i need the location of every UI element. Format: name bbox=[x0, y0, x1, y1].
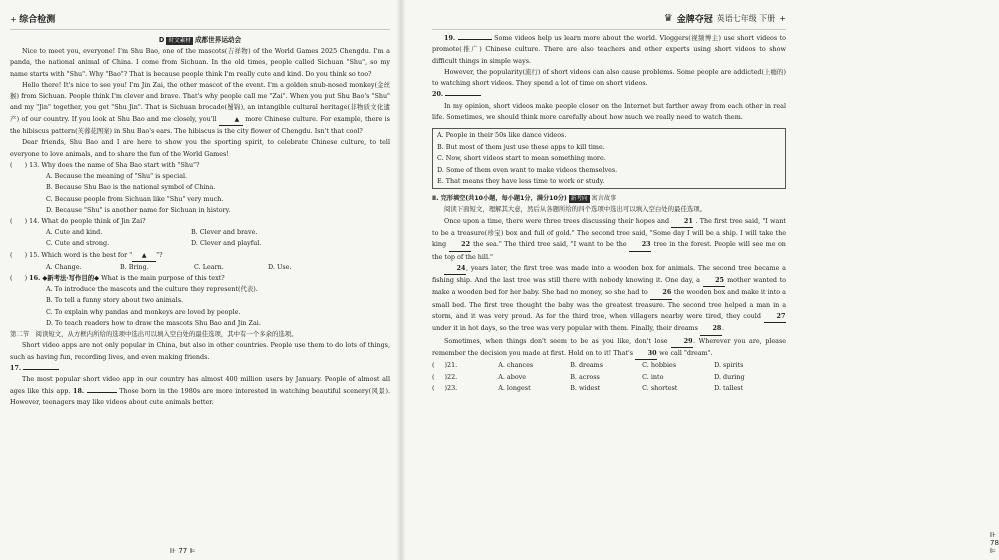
cloze-paragraph-3 bbox=[432, 336, 786, 361]
right-page bbox=[400, 0, 999, 560]
q14-option-a[interactable]: A. Cute and kind. bbox=[46, 228, 103, 237]
left-header bbox=[10, 8, 390, 30]
blank-20-line bbox=[432, 89, 786, 100]
q14-options-row-2 bbox=[10, 238, 390, 249]
option-21-b[interactable]: B. dreams bbox=[570, 361, 604, 370]
question-15 bbox=[10, 250, 390, 262]
page-number-value: 77 bbox=[178, 547, 188, 555]
blank-17-number: 17. bbox=[10, 363, 22, 372]
cloze-paragraph-1 bbox=[432, 216, 786, 263]
option-23-c[interactable]: C. shortest bbox=[642, 384, 678, 393]
right-paragraph-19 bbox=[432, 33, 786, 67]
cloze-text: under it in hot days, so the tree was very popular with them. Finally, their dreams bbox=[432, 324, 698, 333]
right-paragraph-2: However, the popularity(流行) of short videos can also cause problems. Some people are addicted(上瘾的) to watching short videos. They spend a lot of time on short videos. bbox=[432, 67, 786, 88]
cloze-section-title bbox=[432, 193, 786, 204]
crown-icon: ♛ bbox=[663, 13, 673, 24]
box-option-a: A. People in their 50s like dance videos. bbox=[437, 131, 567, 140]
option-text: A. Because the meaning of "Shu" is special. bbox=[46, 172, 188, 181]
blank-17-line bbox=[10, 363, 390, 374]
cloze-text: we call "dream". bbox=[659, 348, 713, 357]
passage-title: 成都世界运动会 bbox=[194, 36, 242, 44]
option-22-b[interactable]: B. across bbox=[570, 372, 600, 381]
q13-option-a[interactable] bbox=[10, 171, 390, 182]
question-16 bbox=[10, 273, 390, 284]
question-text-tail: "? bbox=[156, 250, 163, 259]
answer-paren-close: ) bbox=[24, 160, 28, 169]
blank-30[interactable]: 30 bbox=[635, 348, 657, 360]
answer-paren-close: ) bbox=[24, 274, 28, 282]
cloze-text: . The first tree said, "I want to be a treasure(珍宝) box and full of gold." The second tree said, "Some day I will be a ship. I will take the king bbox=[432, 216, 786, 249]
answer-row-number bbox=[432, 360, 498, 372]
blank-27[interactable]: 27 bbox=[764, 311, 786, 323]
answer-row-21 bbox=[432, 360, 786, 372]
option-22-a[interactable]: A. above bbox=[498, 372, 527, 381]
paren-open: ( bbox=[432, 361, 435, 370]
blank-17[interactable] bbox=[23, 369, 59, 370]
question-text: What do people think of Jin Zai? bbox=[41, 216, 146, 225]
question-text: Why does the name of Sha Bao start with "Shu"? bbox=[41, 160, 200, 169]
cloze-paragraph-2 bbox=[432, 263, 786, 336]
cloze-text: , years later, the first tree was made into a wooden box for animals. The second tree became a fishing ship. And the last tree was still there with nobody knowing it. One day, a bbox=[432, 263, 786, 285]
q16-option-a[interactable] bbox=[10, 284, 390, 295]
blank-29[interactable]: 29 bbox=[671, 336, 693, 348]
passage-tag: 时文素材 bbox=[168, 38, 191, 44]
question-number: 14. bbox=[29, 216, 40, 225]
blank-19-number: 19. bbox=[444, 34, 456, 42]
option-21-c[interactable]: C. hobbies bbox=[642, 361, 677, 370]
answer-row-number bbox=[432, 383, 498, 395]
cloze-instruction: 阅读下面短文，理解其大意，然后从各题所给的四个选项中选出可以填入空白处的最佳选项。 bbox=[444, 205, 707, 214]
q15-option-b[interactable]: B. Bring. bbox=[120, 262, 149, 271]
blank-20-number: 20. bbox=[432, 90, 444, 99]
q13-option-c[interactable] bbox=[10, 194, 390, 205]
blank-19[interactable] bbox=[458, 39, 492, 40]
option-text: D. Because "Shu" is another name for Sichuan in history. bbox=[46, 205, 231, 214]
passage-label: D bbox=[158, 36, 165, 44]
options-box bbox=[432, 128, 786, 189]
blank-15[interactable] bbox=[219, 114, 243, 126]
answer-paren-open: ( bbox=[10, 160, 13, 169]
option-text: C. Because people from Sichuan like "Shu" very much. bbox=[46, 194, 224, 203]
brand-block bbox=[664, 12, 786, 25]
blank-24[interactable]: 24 bbox=[444, 263, 466, 275]
blank-28[interactable]: 28 bbox=[700, 323, 722, 335]
right-header-mark: + bbox=[779, 14, 786, 23]
q15-option-d[interactable]: D. Use. bbox=[268, 262, 292, 271]
answer-paren-close: ) bbox=[24, 216, 28, 225]
passage-d-paragraph-2 bbox=[10, 80, 390, 137]
option-22-c[interactable]: C. into bbox=[642, 372, 664, 381]
option-23-b[interactable]: B. widest bbox=[570, 384, 601, 393]
blank-18[interactable] bbox=[87, 392, 117, 393]
q15-option-a[interactable]: A. Change. bbox=[46, 262, 82, 271]
passage-d-title bbox=[10, 34, 390, 46]
left-header-title bbox=[10, 12, 55, 25]
section-2-instruction: 第二节 阅读短文，从方框内所给的选项中选出可以填入空白处的最佳选项，其中有一个多余的选项。 bbox=[10, 330, 298, 339]
right-paragraph-3: In my opinion, short videos make people closer on the Internet but farther away from each other in real life. Sometimes, we should think more carefully about how much we really need to watch them. bbox=[432, 101, 786, 122]
q14-option-b[interactable]: B. Clever and brave. bbox=[191, 228, 258, 237]
answer-paren-close: ) bbox=[24, 250, 28, 259]
blank-25[interactable]: 25 bbox=[703, 275, 725, 287]
left-page bbox=[0, 0, 400, 560]
answer-paren-open: ( bbox=[10, 250, 13, 259]
blank-26[interactable]: 26 bbox=[650, 287, 672, 299]
page-number-value: 78 bbox=[990, 539, 999, 547]
cloze-text: . Wherever you are, please remember the decision you made at first. Hold on to it! That's bbox=[432, 336, 787, 357]
right-paragraph-19-text: Some videos help us learn more about the world. Vloggers(视频博主) use short videos to promote(推广) Chinese culture. There are also teachers and other experts using short videos to show difficult things in simple ways. bbox=[432, 34, 786, 65]
paren-close: ) bbox=[444, 361, 447, 370]
paren-open: ( bbox=[432, 384, 435, 393]
q16-option-d[interactable] bbox=[10, 318, 390, 329]
row-number: 23. bbox=[447, 384, 458, 393]
row-number: 22. bbox=[447, 372, 458, 381]
box-option-b: B. But most of them just use these apps to kill time. bbox=[437, 142, 605, 151]
cloze-text: the wooden box and make it into a small bed. The first tree thought the baby was the greatest treasure. The second tree helped a man in a storm, and it was very proud. As for the third tree, when villagers nearby were tired, they could bbox=[432, 288, 786, 321]
option-23-a[interactable]: A. longest bbox=[498, 384, 531, 393]
q13-option-b[interactable] bbox=[10, 182, 390, 193]
option-text: A. To introduce the mascots and the culture they represent(代表). bbox=[46, 285, 258, 294]
left-header-mark: + bbox=[10, 15, 17, 24]
question-text: Which word is the best for " bbox=[41, 250, 133, 259]
section-2-paragraph-1: Short video apps are not only popular in China, but also in other countries. People use them to do lots of things, such as having fun, recording lives, and even making friends. bbox=[10, 341, 390, 361]
right-header bbox=[432, 8, 786, 30]
cloze-text: mother wanted to make a wooden bed for her baby. She had no money, so she had to bbox=[432, 276, 786, 297]
blank-reference bbox=[132, 250, 156, 262]
option-text: B. To tell a funny story about two animals. bbox=[46, 296, 184, 305]
brand-name: 金牌夺冠 bbox=[676, 15, 713, 25]
answer-row-22 bbox=[432, 372, 786, 384]
new-direction-tag: 新考向 bbox=[570, 196, 588, 203]
question-number: 16. bbox=[29, 274, 41, 282]
option-23-d[interactable]: D. tallest bbox=[714, 384, 744, 393]
option-text: D. To teach readers how to draw the mascots Shu Bao and Jin Zai. bbox=[46, 318, 261, 327]
passage-d-paragraph-3: Dear friends, Shu Bao and I are here to show you the sporting spirit, to celebrate Chinese culture, to tell everyone to love animals, and to share the fun of the World Games! bbox=[10, 138, 390, 158]
answer-row-number bbox=[432, 372, 498, 384]
question-number: 15. bbox=[29, 250, 40, 259]
q16-option-c[interactable] bbox=[10, 307, 390, 318]
triangle-icon: ▲ bbox=[141, 251, 147, 259]
page-number-left: ⊪ 77 ⊫ bbox=[170, 547, 196, 555]
paren-close: ) bbox=[444, 384, 447, 393]
section-2-paragraph-2 bbox=[10, 374, 390, 408]
page-number-right: ⊪ 78 ⊫ bbox=[990, 531, 999, 555]
cloze-text: tree in the forest. People will see me on the top of the hill." bbox=[432, 240, 786, 261]
blank-23[interactable]: 23 bbox=[629, 239, 651, 251]
q14-option-d[interactable]: D. Clever and playful. bbox=[191, 239, 262, 248]
blank-18-number: 18. bbox=[73, 386, 85, 395]
blank-21[interactable]: 21 bbox=[671, 216, 693, 228]
passage-d-paragraph-2-tail: more Chinese culture. For example, there is the hibiscus pattern(芙蓉花图案) in Shu Bao's ears. The hibiscus is the city flower of Chengdu. Isn't that cool? bbox=[10, 114, 390, 136]
q15-options-row bbox=[10, 262, 390, 273]
cloze-genre: 寓言故事 bbox=[591, 195, 617, 203]
q14-option-c[interactable]: C. Cute and strong. bbox=[46, 239, 110, 248]
cloze-text: Once upon a time, there were three trees discussing their hopes and bbox=[444, 216, 670, 225]
box-option-d: D. Some of them even want to make videos themselves. bbox=[437, 165, 618, 174]
paren-open: ( bbox=[432, 372, 435, 381]
answer-paren-open: ( bbox=[10, 216, 13, 225]
cloze-text: . bbox=[721, 324, 724, 333]
section-2-paragraph-2-tail: Those born in the 1980s are more interested in watching beautiful scenery(风景). However, teenagers may like videos about cute animals better. bbox=[10, 386, 390, 406]
answer-paren-open: ( bbox=[10, 274, 13, 282]
option-22-d[interactable]: D. during bbox=[714, 372, 745, 381]
blank-20[interactable] bbox=[445, 95, 481, 96]
answer-row-23 bbox=[432, 383, 786, 395]
box-option-c: C. Now, short videos start to mean something more. bbox=[437, 154, 606, 163]
cloze-title-text: Ⅱ. 完形填空(共10小题，每小题1分，满分10分) bbox=[432, 195, 567, 203]
box-option-e: E. That means they have less time to work or study. bbox=[437, 177, 605, 185]
subject-title: 英语七年级 下册 bbox=[716, 14, 776, 23]
new-method-tag: ◆新考法·写作目的◆ bbox=[42, 274, 100, 282]
option-21-a[interactable]: A. chances bbox=[498, 361, 534, 370]
cloze-text: Sometimes, when things don't seem to be as you like, don't lose bbox=[444, 336, 668, 345]
passage-d-paragraph-2-text: Hello there! It's nice to see you! I'm Jin Zai, the other mascot of the event. I'm a golden snub-nosed monkey(金丝猴) from Sichuan. People think I'm clever and brave. That's why people call me "Zai". When you put Shu Bao's "Shu" and my "Jin" together, you get "Shu Jin". That is Sichuan brocade(蜀锦), an intangible cultural heritage(非物质文化遗产) of our country. If you look at Shu Bao and me closely, you'll bbox=[10, 80, 390, 123]
section-2-paragraph-2-text: The most popular short video app in our country has almost 400 million users by January. People of almost all ages like this app. bbox=[10, 375, 390, 395]
q13-option-d[interactable] bbox=[10, 205, 390, 216]
row-number: 21. bbox=[447, 361, 458, 370]
q14-options-row-1 bbox=[10, 227, 390, 238]
triangle-icon: ▲ bbox=[234, 115, 240, 123]
passage-d-paragraph-1: Nice to meet you, everyone! I'm Shu Bao, one of the mascots(吉祥物) of the World Games 2025 Chengdu. I'm a panda, the national animal of China. I come from Sichuan. In the old times, people called Sichuan "Shu", so my name starts with "Shu". Why "Bao"? That is because people think I'm really cute and kind. Do you think so too? bbox=[10, 47, 390, 78]
question-13 bbox=[10, 160, 390, 171]
option-text: B. Because Shu Bao is the national symbol of China. bbox=[46, 183, 216, 192]
section-name: 综合检测 bbox=[19, 15, 56, 25]
blank-22[interactable]: 22 bbox=[449, 239, 471, 251]
q16-option-b[interactable] bbox=[10, 295, 390, 306]
q15-option-c[interactable]: C. Learn. bbox=[194, 262, 224, 271]
option-21-d[interactable]: D. spirits bbox=[714, 361, 744, 370]
paren-close: ) bbox=[444, 372, 447, 381]
option-text: C. To explain why pandas and monkeys are loved by people. bbox=[46, 307, 241, 316]
question-14 bbox=[10, 216, 390, 227]
question-text: What is the main purpose of this text? bbox=[101, 274, 225, 282]
cloze-text: the sea." The third tree said, "I want to be the bbox=[473, 240, 627, 249]
question-number: 13. bbox=[29, 160, 40, 169]
